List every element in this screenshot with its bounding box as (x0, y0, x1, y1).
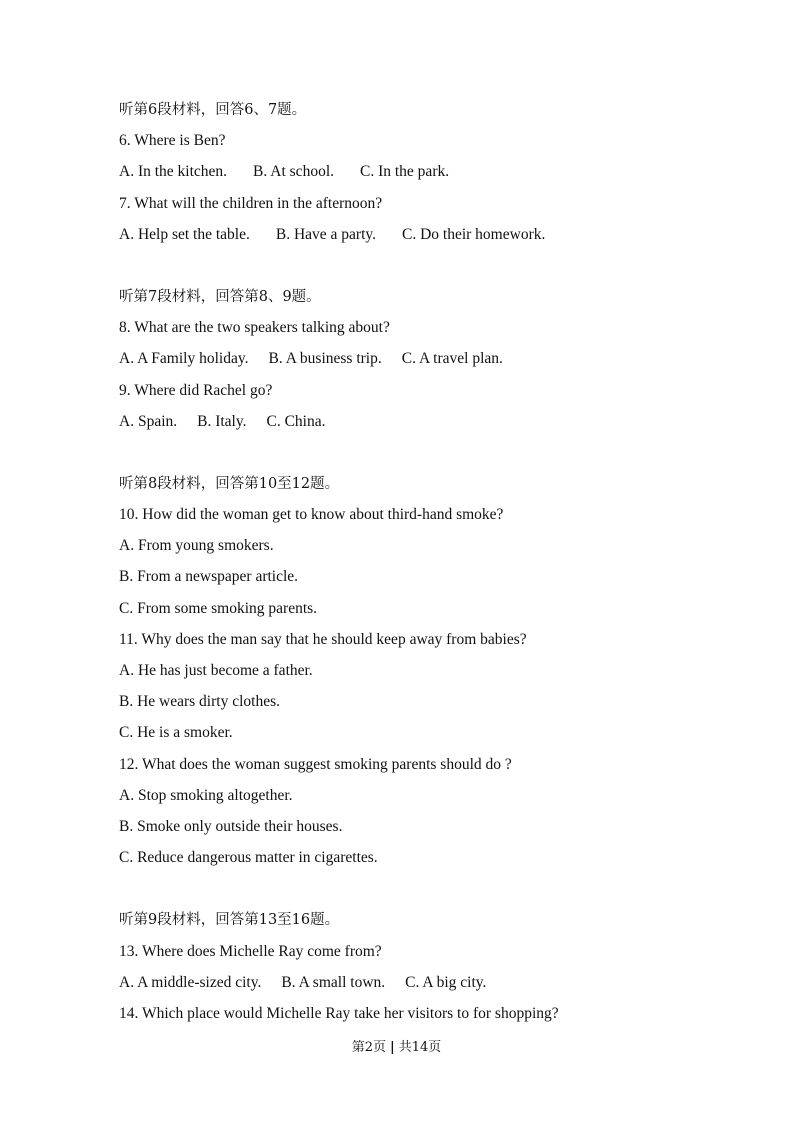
section-title-7: 听第7段材料，回答第8、9题。 (119, 288, 321, 305)
question-7: 7. What will the children in the afternoon? (119, 194, 383, 212)
listening-questions (119, 100, 719, 1035)
question-12: 12. What does the woman suggest smoking parents should do ? (119, 755, 512, 773)
footer-separator: | (390, 1040, 395, 1055)
option-11a: A. He has just become a father. (119, 662, 313, 679)
option-12b: B. Smoke only outside their houses. (119, 817, 343, 835)
section-gap (119, 256, 719, 287)
option-9b: B. Italy. (197, 412, 247, 430)
question-6-options (119, 162, 719, 182)
option-11c: C. He is a smoker. (119, 724, 233, 742)
option-13a: A. A middle-sized city. (119, 973, 262, 991)
option-10c: C. From some smoking parents. (119, 599, 318, 617)
option-8c: C. A travel plan. (401, 350, 503, 368)
question-13-options (119, 973, 719, 993)
question-9-options (119, 412, 719, 432)
option-9a: A. Spain. (119, 412, 178, 430)
question-8: 8. What are the two speakers talking about? (119, 319, 390, 337)
option-12a: A. Stop smoking altogether. (119, 786, 293, 804)
question-6: 6. Where is Ben? (119, 132, 226, 150)
option-6b: B. At school. (253, 163, 334, 181)
question-11: 11. Why does the man say that he should keep away from babies? (119, 630, 527, 648)
question-8-options (119, 349, 719, 369)
section-title-9: 听第9段材料，回答第13至16题。 (119, 912, 340, 929)
question-7-options (119, 225, 719, 245)
option-6a: A. In the kitchen. (119, 163, 228, 181)
option-6c: C. In the park. (360, 163, 450, 181)
option-7a: A. Help set the table. (119, 225, 250, 243)
section-title-6: 听第6段材料，回答6、7题。 (119, 102, 307, 118)
question-9: 9. Where did Rachel go? (119, 381, 273, 399)
section-title-8: 听第8段材料，回答第10至12题。 (119, 475, 340, 492)
option-9c: C. China. (266, 412, 326, 430)
option-11b: B. He wears dirty clothes. (119, 693, 280, 711)
option-7b: B. Have a party. (275, 225, 376, 243)
option-13c: C. A big city. (405, 973, 487, 991)
question-14: 14. Which place would Michelle Ray take her visitors to for shopping? (119, 1004, 559, 1022)
option-12c: C. Reduce dangerous matter in cigarettes. (119, 849, 378, 867)
option-10a: A. From young smokers. (119, 537, 274, 555)
question-13: 13. Where does Michelle Ray come from? (119, 942, 382, 960)
page-footer (0, 1040, 793, 1056)
page-total: 共14页 (398, 1040, 442, 1055)
page-number: 第2页 (351, 1040, 386, 1055)
option-7c: C. Do their homework. (402, 225, 546, 243)
option-8a: A. A Family holiday. (119, 350, 249, 368)
option-10b: B. From a newspaper article. (119, 568, 299, 586)
section-gap (119, 879, 719, 910)
section-gap (119, 443, 719, 474)
option-8b: B. A business trip. (268, 350, 382, 368)
option-13b: B. A small town. (281, 973, 386, 991)
question-10: 10. How did the woman get to know about third-hand smoke? (119, 506, 504, 524)
